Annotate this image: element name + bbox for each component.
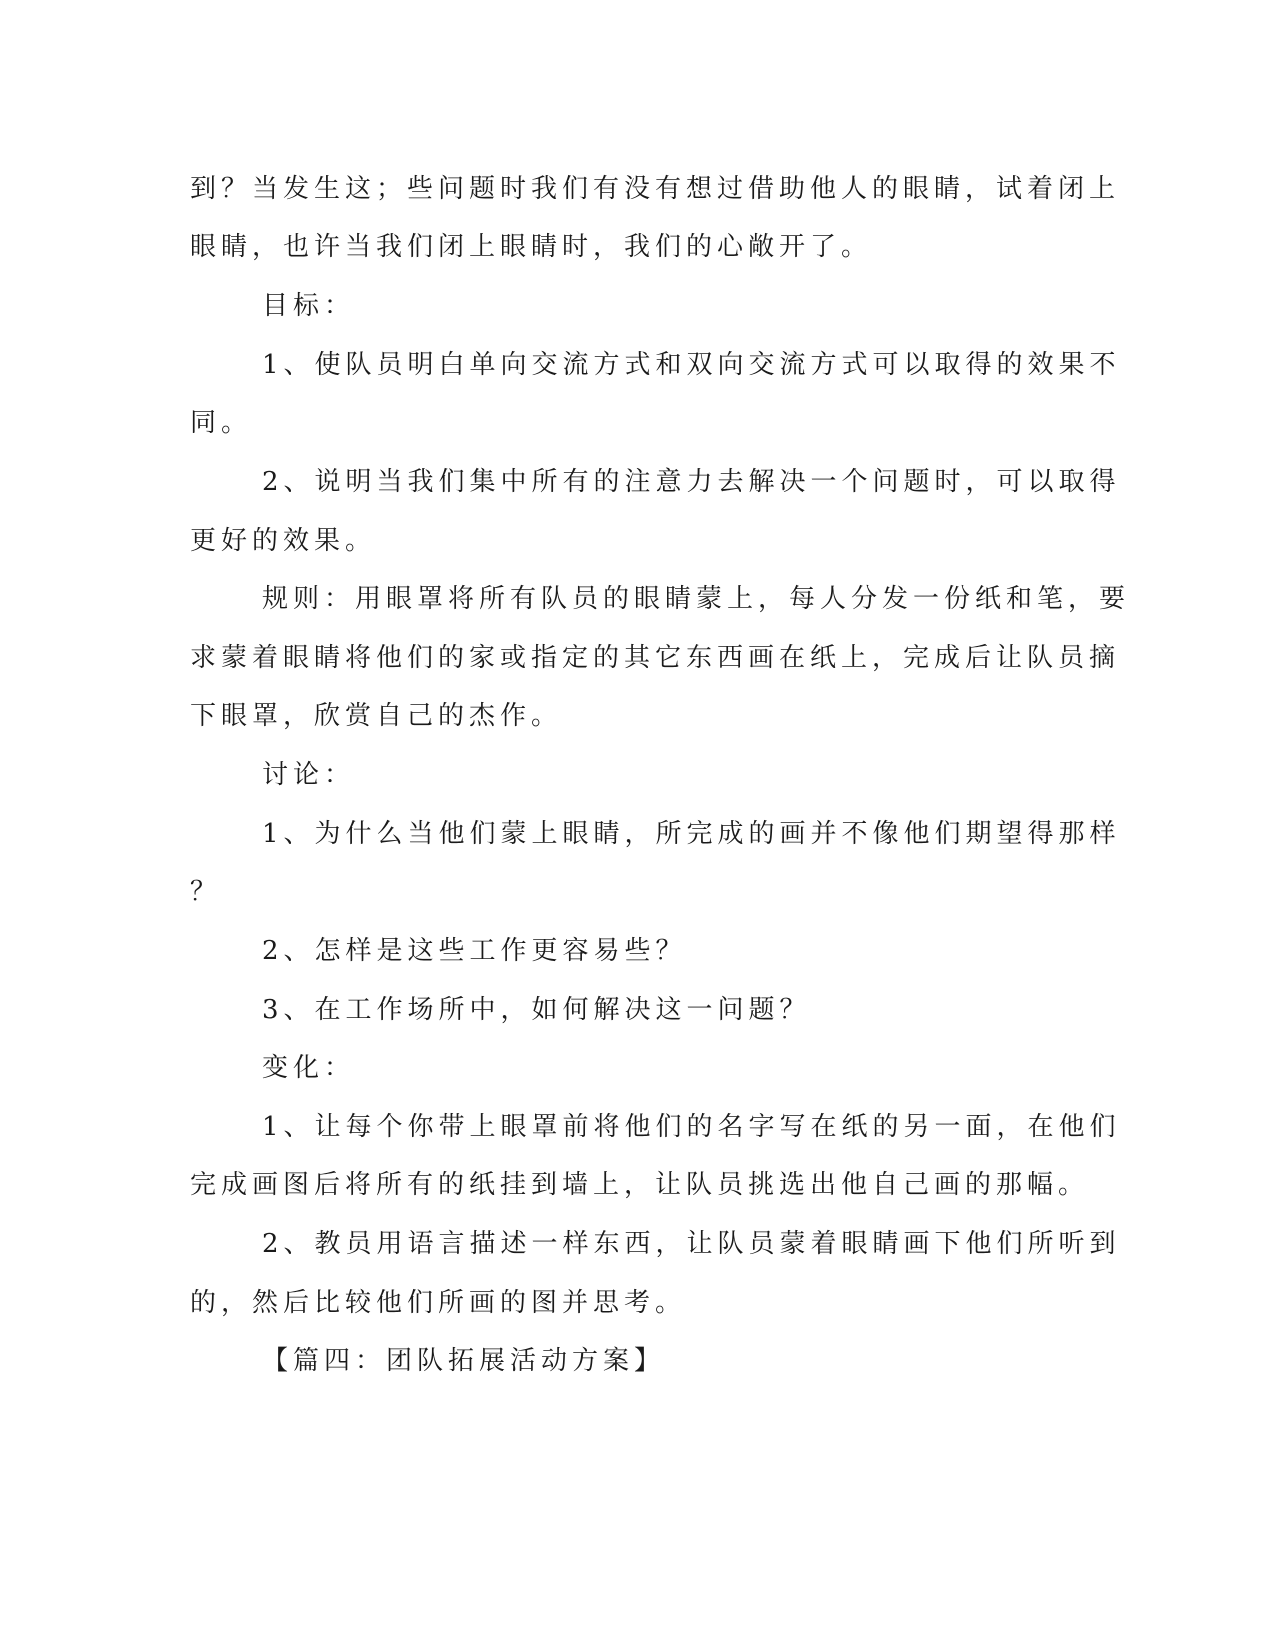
- variation-item-1-cont: 完成画图后将所有的纸挂到墙上，让队员挑选出他自己画的那幅。: [190, 1170, 1090, 1200]
- discussion-item-1: 1、为什么当他们蒙上眼睛，所完成的画并不像他们期望得那样: [262, 819, 1121, 849]
- discussion-item-3: 3、在工作场所中，如何解决这一问题？: [262, 995, 811, 1025]
- rules-paragraph: 规则：用眼罩将所有队员的眼睛蒙上，每人分发一份纸和笔，要: [262, 584, 1131, 614]
- goal-item-2: 2、说明当我们集中所有的注意力去解决一个问题时，可以取得: [262, 467, 1121, 497]
- goal-item-2-cont: 更好的效果。: [190, 526, 377, 556]
- text-line-2: 眼睛，也许当我们闭上眼睛时，我们的心敞开了。: [190, 232, 873, 262]
- discussion-item-2: 2、怎样是这些工作更容易些？: [262, 936, 687, 966]
- goal-item-1-cont: 同。: [190, 408, 253, 438]
- variation-item-2-cont: 的，然后比较他们所画的图并思考。: [190, 1288, 687, 1318]
- variation-item-1: 1、让每个你带上眼罩前将他们的名字写在纸的另一面，在他们: [262, 1112, 1121, 1142]
- chapter-heading: 【篇四：团队拓展活动方案】: [262, 1346, 666, 1376]
- rules-paragraph-cont-2: 下眼罩，欣赏自己的杰作。: [190, 701, 563, 731]
- discussion-item-1-cont: ？: [190, 877, 222, 907]
- section-label-variations: 变化：: [262, 1053, 356, 1083]
- section-label-discussion: 讨论：: [262, 760, 356, 790]
- rules-paragraph-cont-1: 求蒙着眼睛将他们的家或指定的其它东西画在纸上，完成后让队员摘: [190, 643, 1121, 673]
- section-label-goals: 目标：: [262, 291, 356, 321]
- text-line-1: 到？当发生这；些问题时我们有没有想过借助他人的眼睛，试着闭上: [190, 174, 1121, 204]
- goal-item-1: 1、使队员明白单向交流方式和双向交流方式可以取得的效果不: [262, 350, 1121, 380]
- variation-item-2: 2、教员用语言描述一样东西，让队员蒙着眼睛画下他们所听到: [262, 1229, 1121, 1259]
